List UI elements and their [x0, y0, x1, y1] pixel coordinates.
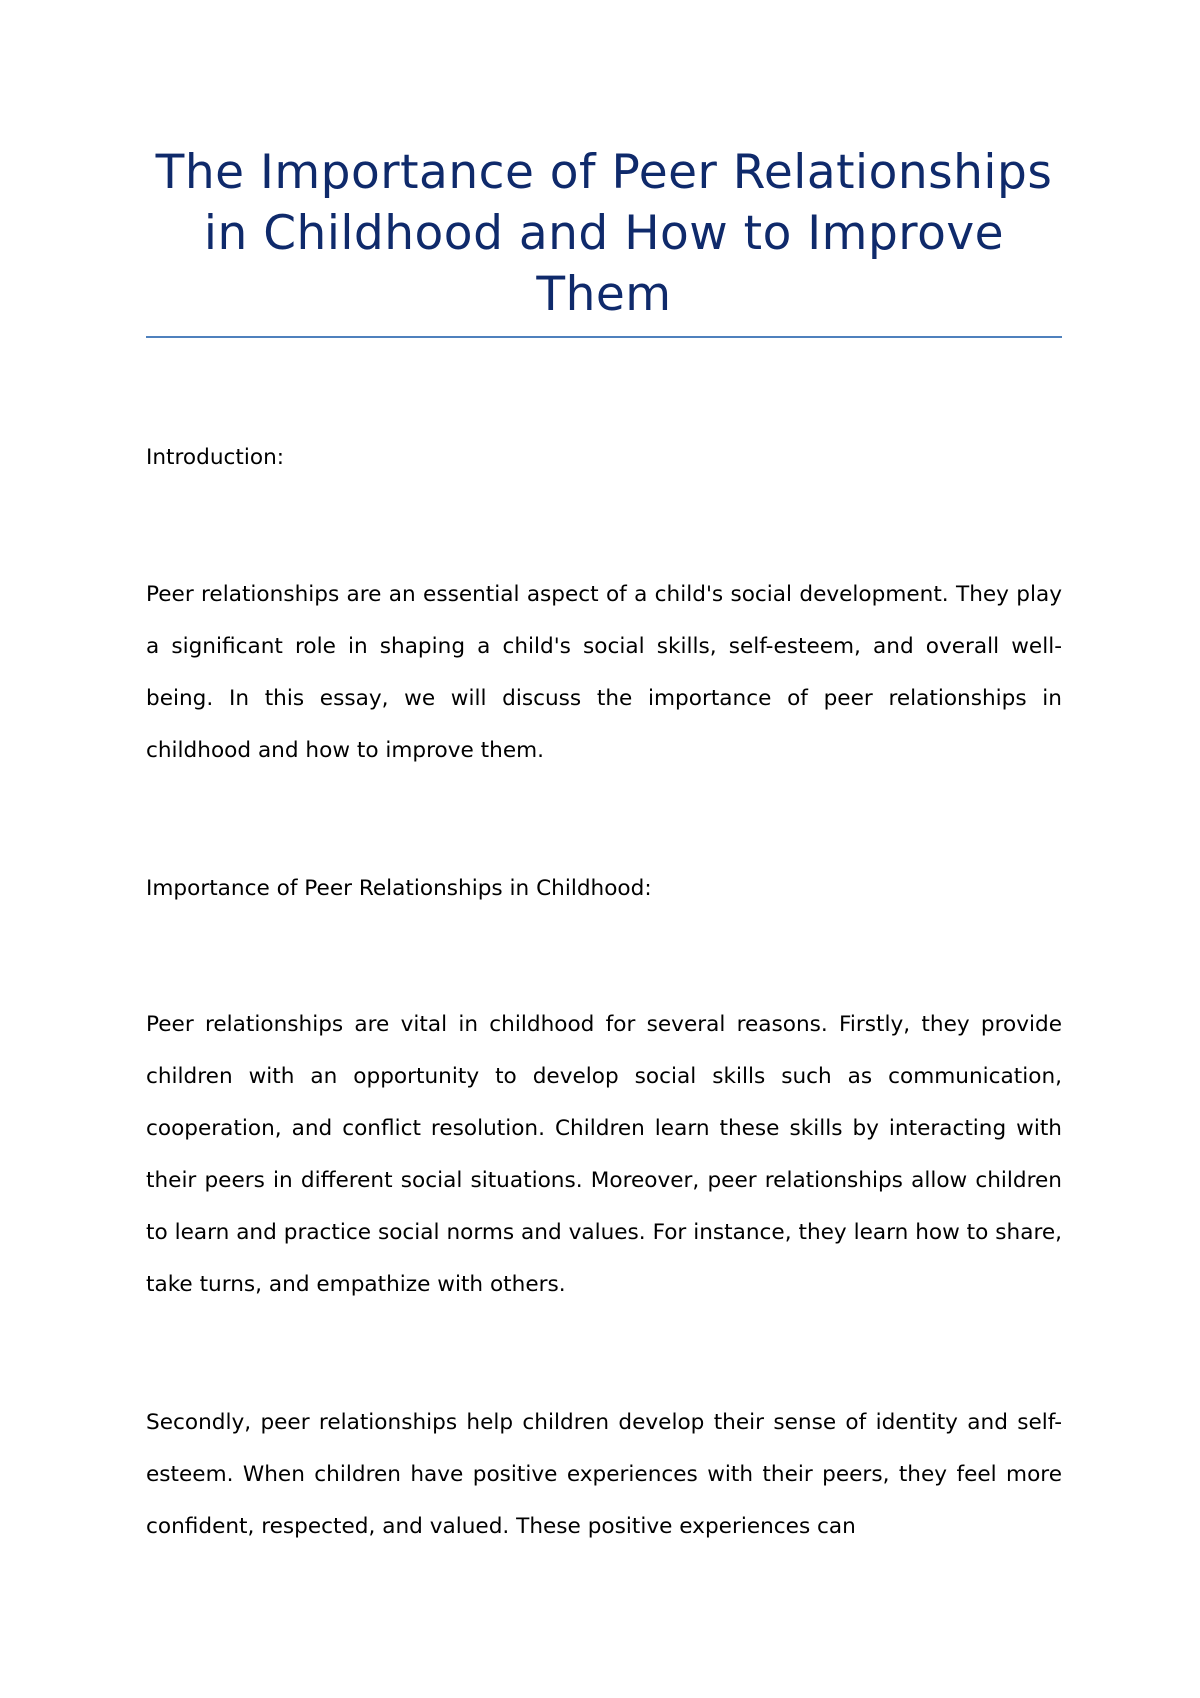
- section-heading-importance: Importance of Peer Relationships in Childhood:: [146, 876, 652, 901]
- title-block: [146, 142, 1062, 325]
- paragraph-importance-2: Secondly, peer relationships help children develop their sense of identity and self-esteem. When children have positive experiences with their peers, they feel more confident, respected, and valued. These positive experiences can: [146, 1410, 1062, 1539]
- paragraph-importance-1: Peer relationships are vital in childhood for several reasons. Firstly, they provide children with an opportunity to develop social skills such as communication, cooperation, and conflict resolution. Children learn these skills by interacting with their peers in different social situations. Moreover, peer relationships allow children to learn and practice social norms and values. For instance, they learn how to share, take turns, and empathize with others.: [146, 1012, 1062, 1297]
- paragraph-introduction: Peer relationships are an essential aspect of a child's social development. They play a significant role in shaping a child's social skills, self-esteem, and overall well-being. In this essay, we will discuss the importance of peer relationships in childhood and how to improve them.: [146, 582, 1062, 763]
- document-title: The Importance of Peer Relationships in Childhood and How to Improve Them: [155, 145, 1053, 322]
- title-underline-rule: [146, 336, 1062, 338]
- section-heading-introduction: Introduction:: [146, 445, 285, 470]
